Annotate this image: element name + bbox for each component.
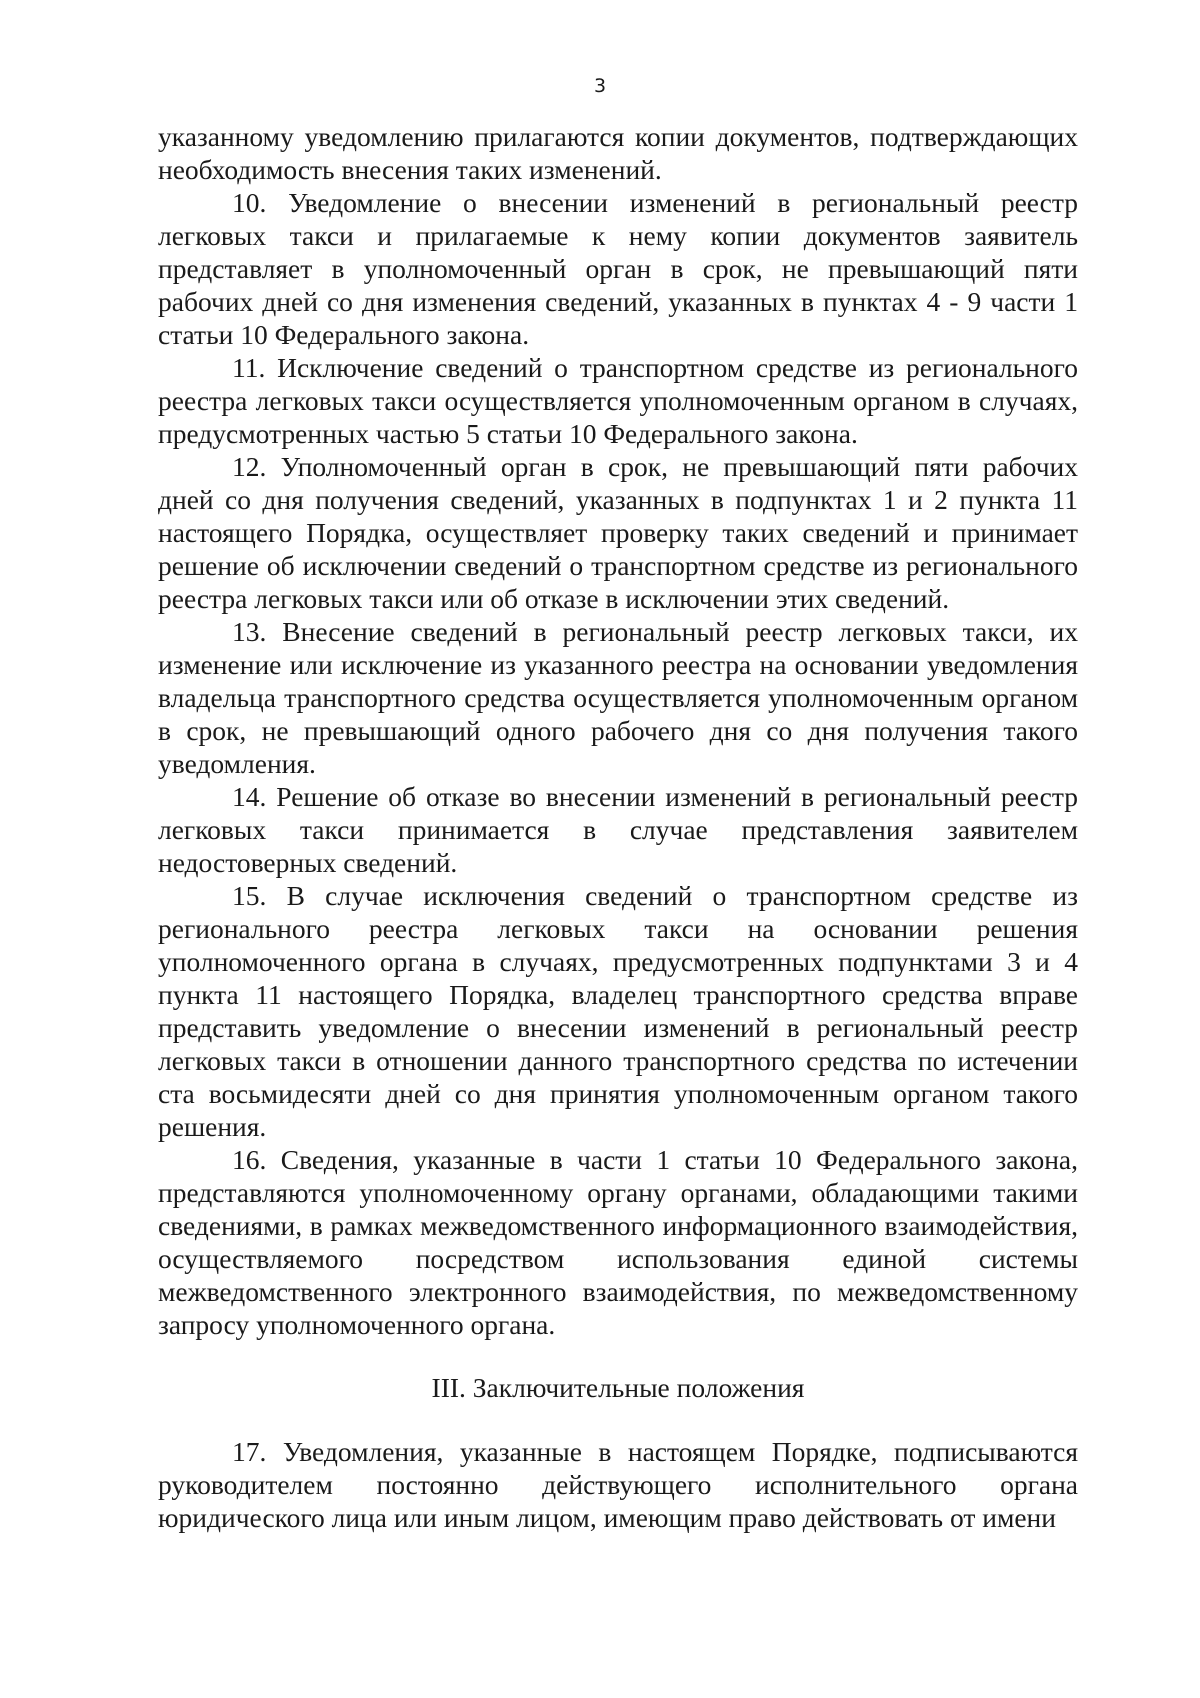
paragraph-continuation: указанному уведомлению прилагаются копии документов, подтверждающих необходимость внесения таких изменений. [158, 121, 1078, 185]
document-body [158, 120, 1078, 1534]
paragraph-12: 12. Уполномоченный орган в срок, не превышающий пяти рабочих дней со дня получения сведений, указанных в подпунктах 1 и 2 пункта 11 настоящего Порядка, осуществляет проверку таких сведений и принимает решение об исключении сведений о транспортном средстве из регионального реестра легковых такси или об отказе в исключении этих сведений. [158, 451, 1078, 614]
paragraph-14: 14. Решение об отказе во внесении изменений в региональный реестр легковых такси принимается в случае представления заявителем недостоверных сведений. [158, 781, 1078, 878]
paragraph-16: 16. Сведения, указанные в части 1 статьи 10 Федерального закона, представляются уполномоченному органу органами, обладающими такими сведениями, в рамках межведомственного информационного взаимодействия, осуществляемого посредством использования единой системы межведомственного электронного взаимодействия, по межведомственному запросу уполномоченного органа. [158, 1144, 1078, 1340]
paragraph-10: 10. Уведомление о внесении изменений в региональный реестр легковых такси и прилагаемые к нему копии документов заявитель представляет в уполномоченный орган в срок, не превышающий пяти рабочих дней со дня изменения сведений, указанных в пунктах 4 - 9 части 1 статьи 10 Федерального закона. [158, 187, 1078, 350]
paragraph-17: 17. Уведомления, указанные в настоящем Порядке, подписываются руководителем постоянно действующего исполнительного органа юридического лица или иным лицом, имеющим право действовать от имени [158, 1436, 1078, 1533]
paragraph-11: 11. Исключение сведений о транспортном средстве из регионального реестра легковых такси осуществляется уполномоченным органом в случаях, предусмотренных частью 5 статьи 10 Федерального закона. [158, 352, 1078, 449]
paragraph-13: 13. Внесение сведений в региональный реестр легковых такси, их изменение или исключение из указанного реестра на основании уведомления владельца транспортного средства осуществляется уполномоченным органом в срок, не превышающий одного рабочего дня со дня получения такого уведомления. [158, 616, 1078, 779]
paragraph-15: 15. В случае исключения сведений о транспортном средстве из регионального реестра легковых такси на основании решения уполномоченного органа в случаях, предусмотренных подпунктами 3 и 4 пункта 11 настоящего Порядка, владелец транспортного средства вправе представить уведомление о внесении изменений в региональный реестр легковых такси в отношении данного транспортного средства по истечении ста восьмидесяти дней со дня принятия уполномоченным органом такого решения. [158, 880, 1078, 1142]
section-heading: III. Заключительные положения [431, 1372, 805, 1403]
page-number: 3 [593, 75, 607, 97]
